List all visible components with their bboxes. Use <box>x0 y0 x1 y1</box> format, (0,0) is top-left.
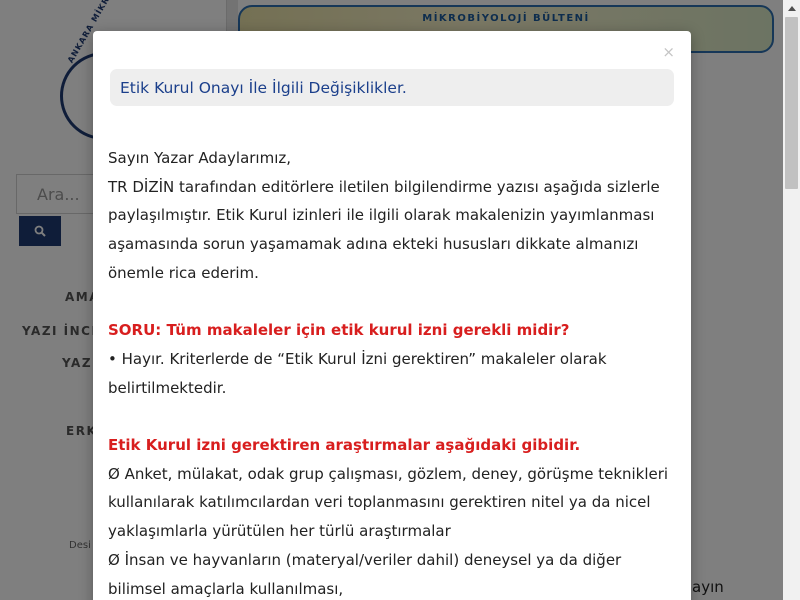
close-icon[interactable]: × <box>662 43 675 61</box>
list-heading: Etik Kurul izni gerektiren araştırmalar aşağıdaki gibidir. <box>108 436 581 454</box>
announcement-modal <box>93 31 691 600</box>
scroll-up-arrow-icon[interactable] <box>783 0 800 17</box>
greeting: Sayın Yazar Adaylarımız, <box>108 149 292 167</box>
scroll-thumb[interactable] <box>785 17 798 189</box>
answer-line-1: • Hayır. Kriterlerde de “Etik Kurul İzni gerektiren” makaleler olarak <box>108 349 607 368</box>
list-line-3: yaklaşımlarla yürütülen her türlü araştırmalar <box>108 522 451 541</box>
modal-title: Etik Kurul Onayı İle İlgili Değişiklikler. <box>120 78 407 97</box>
intro-line-1: TR DİZİN tarafından editörlere iletilen bilgilendirme yazısı aşağıda sizlerle <box>108 177 660 196</box>
list-line-1: Ø Anket, mülakat, odak grup çalışması, gözlem, deney, görüşme teknikleri <box>108 464 669 483</box>
list-line-2: kullanılarak katılımcılardan veri toplanmasını gerektiren nitel ya da nicel <box>108 493 651 512</box>
intro-line-4: önemle rica ederim. <box>108 263 259 282</box>
modal-body <box>108 144 673 600</box>
intro-line-2: paylaşılmıştır. Etik Kurul izinleri ile ilgili olarak makalenizin yayımlanması <box>108 206 655 225</box>
modal-header <box>110 69 674 106</box>
list-line-5: bilimsel amaçlarla kullanılması, <box>108 579 344 598</box>
intro-line-3: aşamasında sorun yaşamamak adına ekteki hususları dikkate almanızı <box>108 235 639 254</box>
question-heading: SORU: Tüm makaleler için etik kurul izni gerekli midir? <box>108 321 570 340</box>
page-scrollbar[interactable] <box>783 0 800 600</box>
answer-line-2: belirtilmektedir. <box>108 378 227 397</box>
list-line-4: Ø İnsan ve hayvanların (materyal/veriler dahil) deneysel ya da diğer <box>108 550 622 569</box>
